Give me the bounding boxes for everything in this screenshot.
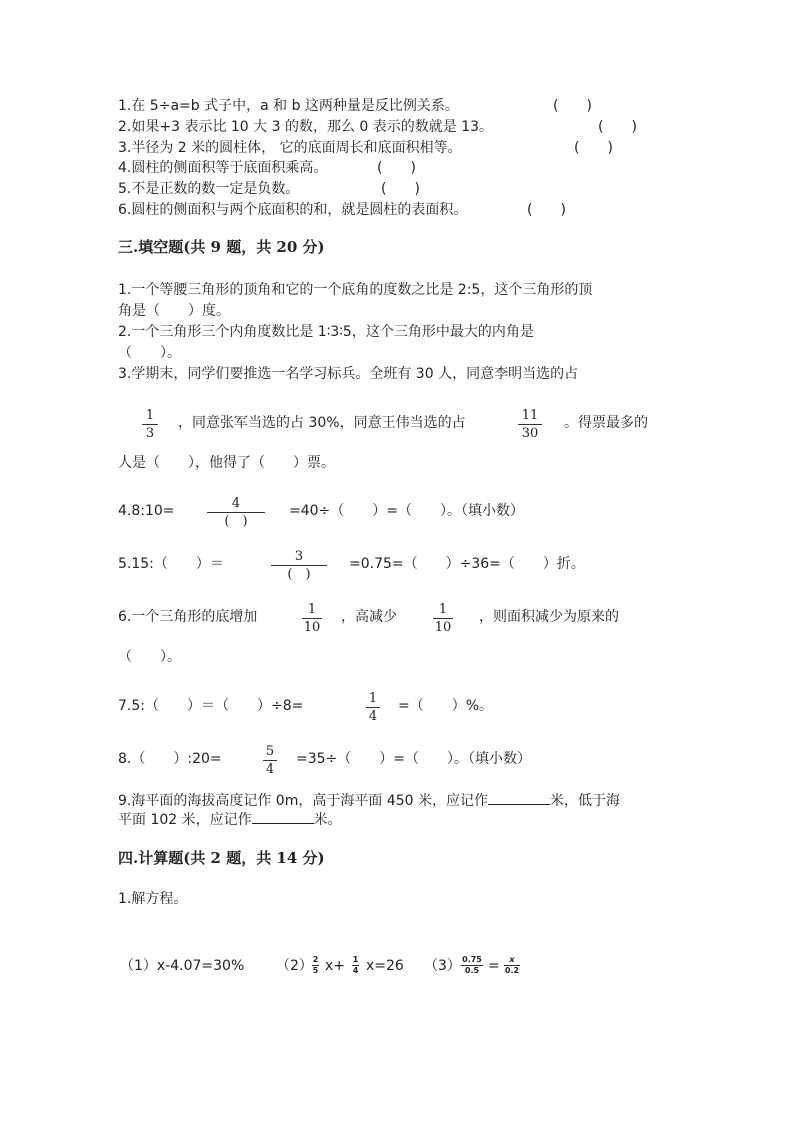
fill-q9-text-d: 米。: [313, 812, 342, 828]
calc-q1: 1.解方程。: [118, 891, 188, 907]
answer-blank-5[interactable]: ( ): [381, 181, 420, 197]
fraction: [504, 955, 520, 976]
equation-1: （1）x-4.07=30%: [120, 958, 245, 974]
fraction-denominator: 4: [366, 707, 380, 725]
fill-q5-pre: 5.15:（ ）＝: [118, 556, 224, 572]
fill-q2-line1: 2.一个三角形三个内角度数比是 1∶3∶5，这个三角形中最大的内角是: [118, 324, 534, 340]
fill-q1-line1: 1.一个等腰三角形的顶角和它的一个底角的度数之比是 2:5，这个三角形的顶: [118, 282, 593, 298]
judge-item-6: 6.圆柱的侧面积与两个底面积的和，就是圆柱的表面积。: [118, 202, 468, 218]
fraction-numerator: 1: [352, 955, 359, 964]
judge-item-1: 1.在 5÷a=b 式子中，a 和 b 这两种量是反比例关系。: [118, 98, 459, 114]
fraction-numerator: 11: [521, 408, 539, 423]
fill-q3-mid: ，同意张军当选的占 30%，同意王伟当选的占: [178, 415, 466, 431]
fraction: [461, 955, 483, 976]
section-heading-calc: 四.计算题(共 2 题，共 14 分): [118, 849, 325, 867]
answer-blank-4[interactable]: ( ): [377, 160, 416, 176]
answer-underline[interactable]: [488, 790, 550, 805]
fill-q9-text-a: 9.海平面的海拔高度记作 0m，高于海平面 450 米，应记作: [118, 793, 488, 809]
fraction-denominator: 0.2: [504, 966, 520, 975]
fraction-numerator: 1: [368, 691, 378, 706]
fraction: [518, 408, 542, 442]
fraction: [263, 744, 277, 778]
fraction-numerator: 1: [438, 602, 448, 617]
equation-2-post: x=26: [366, 958, 404, 974]
fraction-denominator: 30: [518, 424, 542, 442]
fill-q6-post: ，则面积减少为原来的: [479, 609, 619, 625]
fraction-denominator: 3: [142, 424, 158, 442]
fraction: [302, 602, 322, 636]
fraction: [366, 691, 380, 725]
fraction: [312, 955, 319, 976]
fill-q6-line2: （ ）。: [118, 649, 181, 665]
fill-q1-line2: 角是（ ）度。: [118, 303, 230, 319]
fill-q2-line2: （ ）。: [118, 345, 181, 361]
judge-item-3: 3.半径为 2 米的圆柱体， 它的底面周长和底面积相等。: [118, 140, 462, 156]
judge-item-2: 2.如果+3 表示比 10 大 3 的数，那么 0 表示的数就是 13。: [118, 119, 494, 135]
fraction-numerator: 0.75: [462, 955, 482, 964]
fill-q9-text-c: 平面 102 米，应记作: [118, 812, 252, 828]
fill-q9-line2: [118, 809, 342, 830]
fill-q3-end: 。得票最多的: [564, 415, 648, 431]
section-heading-fill: 三.填空题(共 9 题，共 20 分): [118, 238, 325, 256]
fill-q6-mid: ，高减少: [341, 609, 397, 625]
fraction-denominator: 5: [312, 966, 319, 975]
fill-q9-line1: [118, 790, 620, 811]
fraction-numerator: 5: [265, 744, 275, 759]
fraction-denominator: 0.5: [461, 965, 483, 976]
answer-blank-2[interactable]: ( ): [598, 119, 637, 135]
fraction: [271, 549, 327, 583]
fraction-numerator: x: [509, 955, 515, 964]
fraction-numerator: 1: [307, 602, 317, 617]
fraction-denominator: ( ): [207, 512, 265, 530]
fill-q4-post: =40÷（ ）=（ ）。（填小数）: [289, 503, 525, 519]
answer-blank-3[interactable]: ( ): [574, 140, 613, 156]
fill-q9-text-b: 米，低于海: [549, 793, 620, 809]
fraction: [352, 955, 359, 976]
equation-2-prefix: （2）: [276, 958, 313, 974]
fill-q8-pre: 8.（ ）:20=: [118, 751, 222, 767]
fraction-denominator: 10: [303, 620, 321, 635]
equation-3-prefix: （3）: [424, 958, 461, 974]
fill-q3-line1: 3.学期末，同学们要推选一名学习标兵。全班有 30 人，同意李明当选的占: [118, 366, 579, 382]
fraction-numerator: 4: [231, 496, 241, 511]
fill-q3-line3: 人是（ ），他得了（ ）票。: [118, 455, 335, 471]
fraction-denominator: 4: [352, 966, 359, 975]
fill-q7-pre: 7.5:（ ）＝（ ）÷8=: [118, 698, 304, 714]
judge-item-5: 5.不是正数的数一定是负数。: [118, 181, 300, 197]
fill-q8-post: =35÷（ ）=（ ）。（填小数）: [296, 751, 532, 767]
fraction-denominator: ( ): [271, 565, 327, 583]
fraction: [142, 408, 158, 442]
fraction-denominator: 10: [434, 620, 452, 635]
fraction-numerator: 2: [312, 955, 319, 964]
answer-blank-6[interactable]: ( ): [527, 202, 566, 218]
fraction-denominator: 4: [263, 760, 277, 778]
fraction-numerator: 3: [294, 549, 304, 564]
fill-q4-pre: 4.8:10=: [118, 503, 175, 519]
equation-2-mid: x+: [325, 958, 346, 974]
fraction-numerator: 1: [145, 408, 155, 423]
fill-q7-post: =（ ）%。: [398, 698, 494, 714]
fill-q6-pre: 6.一个三角形的底增加: [118, 609, 258, 625]
fraction: [433, 602, 453, 636]
judge-item-4: 4.圆柱的侧面积等于底面积乘高。: [118, 160, 328, 176]
fill-q5-post: =0.75=（ ）÷36=（ ）折。: [349, 556, 585, 572]
answer-underline[interactable]: [252, 809, 314, 824]
equals-sign: =: [488, 958, 500, 974]
answer-blank-1[interactable]: ( ): [553, 98, 592, 114]
fraction: [207, 496, 265, 530]
